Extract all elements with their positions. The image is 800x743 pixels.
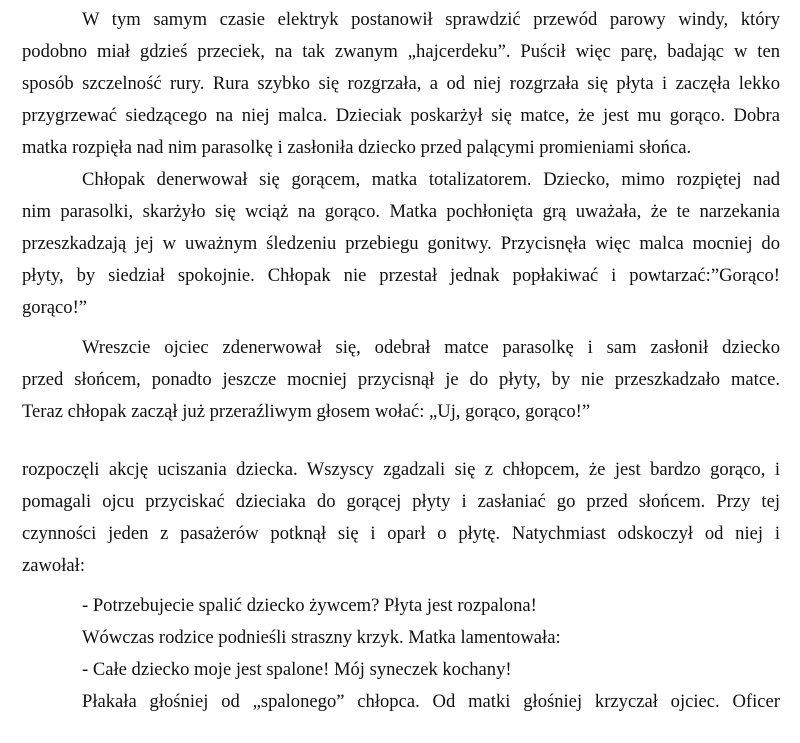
paragraph-1-line-4: przygrzewać siedzącego na niej malca. Dzieciak poskarżył się matce, że jest mu gorąco. Dobra: [22, 105, 780, 126]
paragraph-4-line-1: rozpoczęli akcję uciszania dziecka. Wszyscy zgadzali się z chłopcem, że jest bardzo gorąco, i: [22, 459, 780, 480]
paragraph-3-line-2: przed słońcem, ponadto jeszcze mocniej przycisnął je do płyty, by nie przeszkadzało matce.: [22, 369, 780, 390]
paragraph-1-line-3: sposób szczelność rury. Rura szybko się rozgrzała, a od niej rozgrzała się płyta i zaczęła lekko: [22, 73, 780, 94]
narration-line-1: Wówczas rodzice podnieśli straszny krzyk. Matka lamentowała:: [82, 627, 561, 648]
paragraph-1-line-1: W tym samym czasie elektryk postanowił sprawdzić przewód parowy windy, który: [82, 9, 780, 30]
paragraph-4-line-2: pomagali ojcu przyciskać dzieciaka do gorącej płyty i zasłaniać go przed słońcem. Przy tej: [22, 491, 780, 512]
dialog-line-2: - Całe dziecko moje jest spalone! Mój syneczek kochany!: [82, 659, 512, 680]
paragraph-2-line-2: nim parasolki, skarżyło się wciąż na gorąco. Matka pochłonięta grą uważała, że te narzekania: [22, 201, 780, 222]
dialog-line-1: - Potrzebujecie spalić dziecko żywcem? Płyta jest rozpalona!: [82, 595, 537, 616]
paragraph-3-line-3: Teraz chłopak zaczął już przeraźliwym głosem wołać: „Uj, gorąco, gorąco!”: [22, 401, 591, 422]
paragraph-5-line-1: Płakała głośniej od „spalonego” chłopca. Od matki głośniej krzyczał ojciec. Oficer: [82, 691, 780, 712]
paragraph-4-line-4: zawołał:: [22, 555, 85, 576]
paragraph-2-line-4: płyty, by siedział spokojnie. Chłopak nie przestał jednak popłakiwać i powtarzać:”Gorąco!: [22, 265, 780, 286]
paragraph-2-line-5: gorąco!”: [22, 297, 88, 318]
paragraph-2-line-3: przeszkadzają jej w uważnym śledzeniu przebiegu gonitwy. Przycisnęła więc malca mocniej do: [22, 233, 780, 254]
paragraph-3-line-1: Wreszcie ojciec zdenerwował się, odebrał matce parasolkę i sam zasłonił dziecko: [82, 337, 780, 358]
paragraph-1-line-5: matka rozpięła nad nim parasolkę i zasłoniła dziecko przed palącymi promieniami słońca.: [22, 137, 692, 158]
paragraph-4-line-3: czynności jeden z pasażerów potknął się i oparł o płytę. Natychmiast odskoczył od niej i: [22, 523, 780, 544]
paragraph-1-line-2: podobno miał gdzieś przeciek, na tak zwanym „hajcerdeku”. Puścił więc parę, badając w ten: [22, 41, 780, 62]
paragraph-2-line-1: Chłopak denerwował się gorącem, matka totalizatorem. Dziecko, mimo rozpiętej nad: [82, 169, 780, 190]
